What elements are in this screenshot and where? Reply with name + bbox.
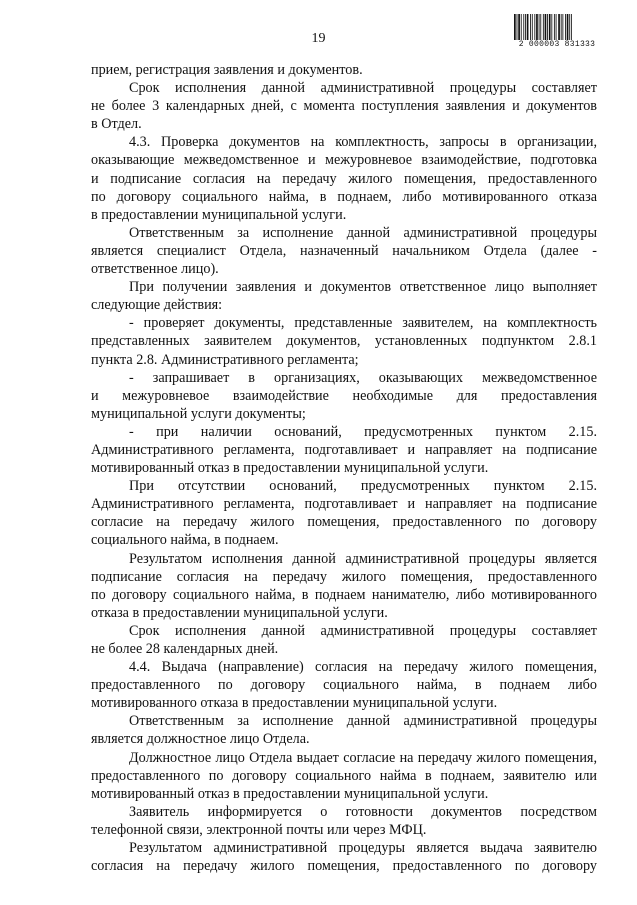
document-body [91, 61, 597, 875]
text-line: подписание согласия на передачу жилого помещения, предоставленного [91, 568, 597, 585]
text-line: мотивированного отказа в предоставлении муниципальной услуги. [91, 695, 498, 712]
text-line: является специалист Отдела, назначенный начальником Отдела (далее - [91, 242, 597, 259]
text-line: - при наличии оснований, предусмотренных пунктом 2.15. [129, 423, 597, 440]
text-line: пункта 2.8. Административного регламента; [91, 351, 359, 368]
text-line: согласия на передачу жилого помещения, предоставленного по договору [91, 858, 597, 875]
barcode-icon [514, 14, 600, 40]
text-line: в предоставлении муниципальной услуги. [91, 206, 347, 223]
page-number: 19 [311, 31, 326, 46]
text-line: ответственное лицо). [91, 261, 219, 278]
text-line: Заявитель информируется о готовности документов посредством [129, 803, 597, 820]
barcode [514, 14, 600, 54]
text-line: оказывающие межведомственное и межуровневое взаимодействие, подготовка [91, 152, 597, 169]
text-line: прием, регистрация заявления и документов. [91, 62, 363, 78]
text-line: При отсутствии оснований, предусмотренных пунктом 2.15. [129, 478, 597, 495]
text-line: предоставленного по договору социального найма в поднаем, заявителю или [91, 767, 597, 784]
text-line: При получении заявления и документов ответственное лицо выполняет [129, 279, 597, 296]
text-line: телефонной связи, электронной почты или через МФЦ. [91, 821, 427, 838]
text-line: и межуровневое взаимодействие необходимые для предоставления [91, 387, 597, 404]
text-line: 4.4. Выдача (направление) согласия на передачу жилого помещения, [129, 659, 597, 676]
text-line: социального найма, в поднаем. [91, 532, 279, 549]
text-line: согласие на передачу жилого помещения, предоставленного по договору [91, 514, 597, 531]
text-line: предоставленного по договору социального найма, в поднаем либо [91, 677, 597, 694]
text-line: - запрашивает в организациях, оказывающих межведомственное [129, 369, 597, 386]
text-line: не более 28 календарных дней. [91, 641, 279, 657]
text-line: - проверяет документы, представленные заявителем, на комплектность [129, 315, 597, 332]
text-line: мотивированный отказ в предоставлении муниципальной услуги. [91, 460, 489, 477]
text-line: не более 3 календарных дней, с момента поступления заявления и документов [91, 98, 597, 115]
text-line: Результатом исполнения данной административной процедуры является [129, 550, 597, 567]
text-line: Административного регламента, подготавливает и направляет на подписание [91, 441, 597, 458]
text-line: отказа в предоставлении муниципальной услуги. [91, 604, 388, 621]
text-line: следующие действия: [91, 297, 223, 314]
text-line: 4.3. Проверка документов на комплектность, запросы в организации, [129, 134, 597, 151]
text-line: по договору социального найма, в поднаем, либо мотивированного отказа [91, 188, 597, 205]
text-line: в Отдел. [91, 116, 142, 133]
text-line: является должностное лицо Отдела. [91, 731, 310, 748]
text-line: муниципальной услуги документы; [91, 405, 306, 422]
text-line: представленных заявителем документов, установленных подпунктом 2.8.1 [91, 333, 597, 350]
text-line: Административного регламента, подготавливает и направляет на подписание [91, 496, 597, 513]
text-line: мотивированный отказ в предоставлении муниципальной услуги. [91, 785, 489, 802]
text-line: по договору социального найма, в поднаем нанимателю, либо мотивированного [91, 586, 597, 603]
text-line: Ответственным за исполнение данной административной процедуры [129, 224, 597, 241]
text-line: Должностное лицо Отдела выдает согласие на передачу жилого помещения, [129, 749, 597, 766]
text-line: Срок исполнения данной административной процедуры составляет [129, 80, 597, 97]
text-line: Результатом административной процедуры является выдача заявителю [129, 840, 597, 857]
text-line: Срок исполнения данной административной процедуры составляет [129, 622, 597, 639]
barcode-number: 2 000003 831333 [518, 40, 596, 49]
text-line: и подписание согласия на передачу жилого помещения, предоставленного [91, 170, 597, 187]
text-line: Ответственным за исполнение данной административной процедуры [129, 713, 597, 730]
